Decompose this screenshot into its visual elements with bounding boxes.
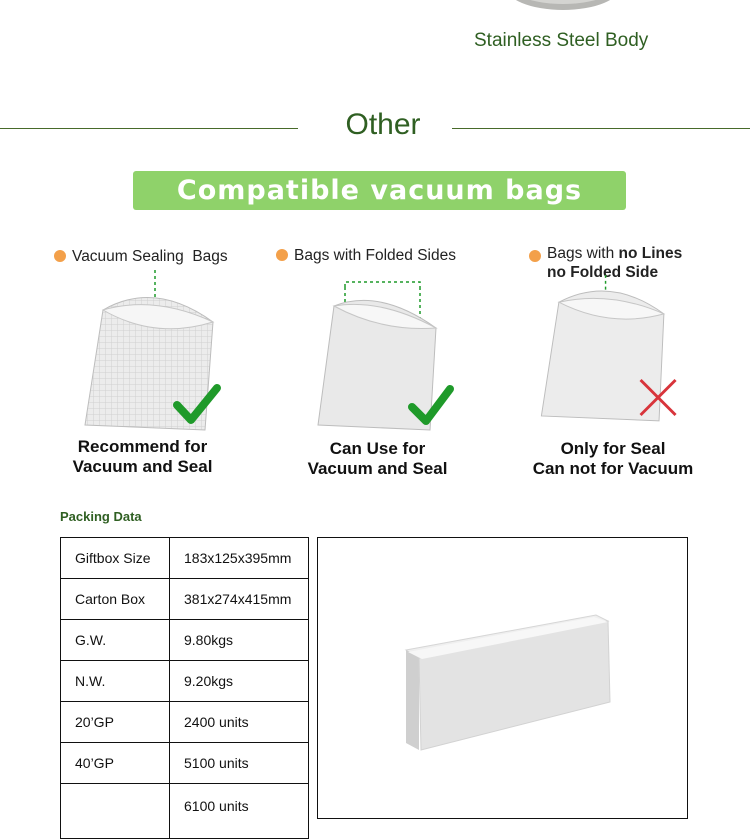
packing-data-title: Packing Data — [60, 509, 142, 524]
feature-label: Stainless Steel Body — [474, 30, 649, 51]
compatible-bags-infographic — [45, 160, 705, 505]
bullet-icon — [529, 250, 541, 262]
table-key: Giftbox Size — [61, 538, 170, 579]
banner-text: Compatible vacuum bags — [176, 175, 583, 206]
section-title: Other — [345, 108, 421, 141]
verdict — [270, 439, 485, 479]
bag-type-title: Vacuum Sealing Bags — [72, 248, 228, 265]
table-key: Carton Box — [61, 579, 170, 620]
table-key: G.W. — [61, 620, 170, 661]
bullet-icon — [276, 249, 288, 261]
table-value: 5100 units — [170, 743, 309, 784]
verdict-line1: Only for Seal — [560, 439, 666, 458]
carton-box-image — [318, 538, 687, 818]
bag-type-title: Bags with Folded Sides — [294, 247, 456, 264]
verdict — [515, 439, 711, 479]
verdict-line2: Vacuum and Seal — [72, 457, 213, 476]
table-row — [61, 743, 309, 784]
verdict-line2: Can not for Vacuum — [532, 459, 694, 478]
bag-type-card — [270, 160, 490, 505]
embossed-bag-image — [45, 270, 265, 450]
plain-bag-image — [515, 275, 735, 450]
table-row — [61, 661, 309, 702]
table-value: 381x274x415mm — [170, 579, 309, 620]
table-key: 20’GP — [61, 702, 170, 743]
divider-right — [452, 128, 750, 129]
carton-box-photo-frame — [317, 537, 688, 819]
bag-type-card — [515, 160, 735, 505]
table-row — [61, 579, 309, 620]
table-value: 2400 units — [170, 702, 309, 743]
table-row — [61, 538, 309, 579]
packing-data-table — [60, 537, 309, 839]
table-key: N.W. — [61, 661, 170, 702]
table-value: 6100 units — [170, 784, 309, 839]
verdict-line1: Recommend for — [77, 437, 208, 456]
bag-title-bold: no Lines — [618, 245, 683, 262]
folded-bag-image — [270, 270, 490, 450]
bullet-icon — [54, 250, 66, 262]
table-row — [61, 620, 309, 661]
table-key: 40’GP — [61, 743, 170, 784]
bag-title-line2: no Folded Side — [547, 264, 659, 281]
table-row — [61, 784, 309, 839]
table-value: 9.80kgs — [170, 620, 309, 661]
verdict — [45, 437, 240, 477]
verdict-line2: Vacuum and Seal — [307, 459, 448, 478]
table-key — [61, 784, 170, 839]
bag-title-prefix: Bags with — [547, 245, 619, 262]
verdict-line1: Can Use for — [329, 439, 426, 458]
table-value: 9.20kgs — [170, 661, 309, 702]
bag-type-card — [45, 160, 265, 505]
table-value: 183x125x395mm — [170, 538, 309, 579]
product-image-partial — [502, 0, 624, 12]
table-row — [61, 702, 309, 743]
